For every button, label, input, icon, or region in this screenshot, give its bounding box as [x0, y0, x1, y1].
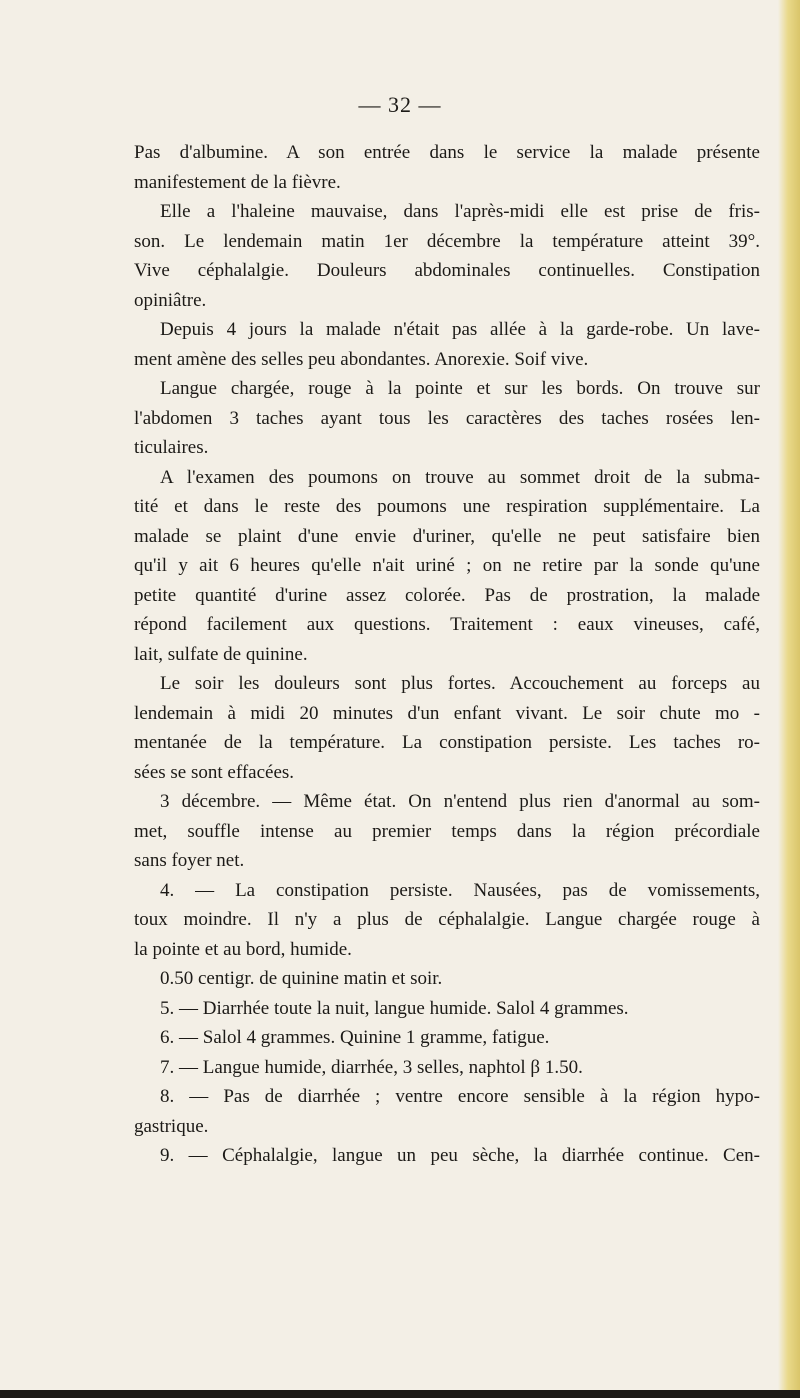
- text-line: opiniâtre.: [134, 289, 207, 311]
- text-line: ticulaires.: [134, 437, 209, 458]
- text-line: manifestement de la fièvre.: [134, 171, 341, 193]
- text-line: qu'il y ait 6 heures qu'elle n'ait uriné ; on ne retire par la sonde qu'une: [134, 555, 760, 576]
- text-line: 0.50 centigr. de quinine matin et soir.: [160, 968, 443, 989]
- text-line: lendemain à midi 20 minutes d'un enfant vivant. Le soir chute mo -: [134, 702, 760, 724]
- text-line: toux moindre. Il n'y a plus de céphalalgie. Langue chargée rouge à: [134, 909, 760, 930]
- text-line: sans foyer net.: [134, 850, 245, 871]
- text-line: 7. — Langue humide, diarrhée, 3 selles, naphtol β 1.50.: [160, 1056, 583, 1078]
- page-number: — 32 —: [358, 92, 442, 117]
- text-line: son. Le lendemain matin 1er décembre la température atteint 39°.: [134, 230, 760, 252]
- text-line: met, souffle intense au premier temps dans la région précordiale: [134, 820, 760, 842]
- text-line: Langue chargée, rouge à la pointe et sur les bords. On trouve sur: [160, 378, 760, 399]
- text-line: Elle a l'haleine mauvaise, dans l'après-midi elle est prise de fris-: [160, 201, 760, 222]
- text-line: 4. — La constipation persiste. Nausées, pas de vomissements,: [160, 879, 760, 901]
- body-text: [134, 138, 760, 1171]
- text-line: tité et dans le reste des poumons une respiration supplémentaire. La: [134, 496, 760, 517]
- text-line: mentanée de la température. La constipation persiste. Les taches ro-: [134, 732, 760, 753]
- page-edge: [778, 0, 800, 1398]
- text-line: répond facilement aux questions. Traitement : eaux vineuses, café,: [134, 614, 760, 635]
- text-line: lait, sulfate de quinine.: [134, 643, 308, 665]
- text-line: 5. — Diarrhée toute la nuit, langue humide. Salol 4 grammes.: [160, 997, 629, 1019]
- text-line: 8. — Pas de diarrhée ; ventre encore sensible à la région hypo-: [160, 1086, 760, 1107]
- text-line: 6. — Salol 4 grammes. Quinine 1 gramme, fatigue.: [160, 1027, 550, 1048]
- text-line: ment amène des selles peu abondantes. Anorexie. Soif vive.: [134, 348, 589, 370]
- text-line: l'abdomen 3 taches ayant tous les caractères des taches rosées len-: [134, 407, 760, 429]
- text-line: 3 décembre. — Même état. On n'entend plus rien d'anormal au som-: [160, 791, 760, 812]
- text-line: A l'examen des poumons on trouve au sommet droit de la subma-: [160, 466, 760, 488]
- text-line: la pointe et au bord, humide.: [134, 938, 352, 960]
- text-line: Le soir les douleurs sont plus fortes. Accouchement au forceps au: [160, 673, 760, 694]
- text-line: sées se sont effacées.: [134, 761, 295, 783]
- text-line: Vive céphalalgie. Douleurs abdominales continuelles. Constipation: [134, 260, 760, 281]
- bottom-rule: [0, 1390, 800, 1398]
- text-line: malade se plaint d'une envie d'uriner, qu'elle ne peut satisfaire bien: [134, 525, 760, 547]
- text-line: Pas d'albumine. A son entrée dans le service la malade présente: [134, 142, 760, 163]
- text-line: 9. — Céphalalgie, langue un peu sèche, la diarrhée continue. Cen-: [160, 1145, 760, 1166]
- text-line: petite quantité d'urine assez colorée. Pas de prostration, la malade: [134, 584, 760, 606]
- text-line: Depuis 4 jours la malade n'était pas allée à la garde-robe. Un lave-: [160, 319, 760, 340]
- text-line: gastrique.: [134, 1115, 209, 1137]
